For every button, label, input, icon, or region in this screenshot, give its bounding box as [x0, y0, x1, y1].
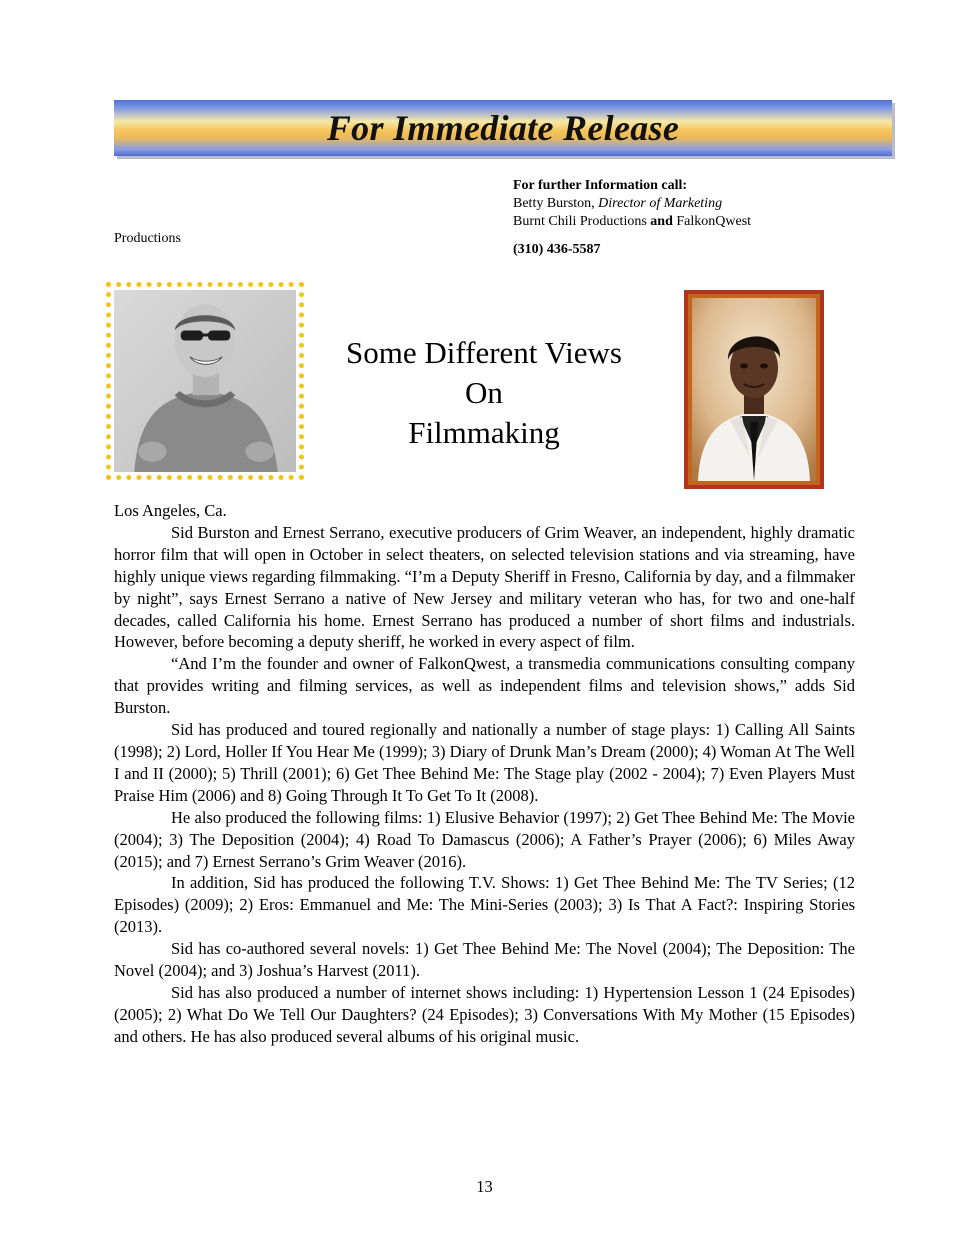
contact-person: [513, 195, 751, 213]
headline-line-1: Some Different Views: [346, 335, 622, 370]
dateline: Los Angeles, Ca.: [114, 501, 227, 520]
article-paragraph: In addition, Sid has produced the following T.V. Shows: 1) Get Thee Behind Me: The TV Series; (12 Episodes) (2009); 2) Eros: Emmanuel and Me: The Mini-Series (2003); 3) Is That A Fact?: Inspiring Stories (2013).: [114, 873, 855, 937]
contact-phone: (310) 436-5587: [513, 242, 601, 257]
company-a: Burnt Chili Productions: [513, 214, 651, 229]
portrait-bw-image: [114, 290, 296, 472]
banner-title: For Immediate Release: [326, 108, 680, 148]
productions-label: Productions: [114, 231, 181, 246]
portrait-color-image: [692, 298, 816, 481]
company-b: FalkonQwest: [672, 214, 752, 229]
contact-block: [513, 177, 751, 259]
article-paragraph: Sid has co-authored several novels: 1) Get Thee Behind Me: The Novel (2004); The Deposition: The Novel (2004); and 3) Joshua’s Harvest (2011).: [114, 939, 855, 981]
contact-person-name: Betty Burston,: [513, 196, 599, 211]
page-number: 13: [476, 1177, 493, 1196]
contact-person-title: Director of Marketing: [598, 196, 723, 211]
contact-heading: For further Information call:: [513, 178, 688, 193]
article-paragraph: Sid has produced and toured regionally and nationally a number of stage plays: 1) Calling All Saints (1998); 2) Lord, Holler If You Hear Me (1999); 3) Diary of Drunk Man’s Dream (2000); 4) Woman At The Well I and II (2000); 5) Thrill (2001); 6) Get Thee Behind Me: The Stage play (2002 - 2004); 7) Even Players Must Praise Him (2006) and 8) Going Through It To Get To It (2008).: [114, 720, 855, 805]
headline-line-3: Filmmaking: [408, 415, 560, 450]
headline-line-2: On: [465, 375, 503, 410]
company-conjunction: and: [650, 214, 673, 229]
article-paragraph: “And I’m the founder and owner of FalkonQwest, a transmedia communications consulting company that provides writing and filming services, as well as independent films and television shows,” adds Sid Burston.: [114, 654, 855, 718]
release-banner: [114, 100, 892, 156]
article-paragraph: Sid Burston and Ernest Serrano, executive producers of Grim Weaver, an independent, highly dramatic horror film that will open in October in select theaters, on selected television stations and via streaming, have highly unique views regarding filmmaking. “I’m a Deputy Sheriff in Fresno, California by day, and a filmmaker by night”, says Ernest Serrano a native of New Jersey and military veteran who has, for two and one-half decades, called California his home. Ernest Serrano has produced a number of short films and industrials. However, before becoming a deputy sheriff, he worked in every aspect of film.: [114, 522, 855, 652]
article-paragraph: Sid has also produced a number of internet shows including: 1) Hypertension Lesson 1 (24 Episodes) (2005); 2) What Do We Tell Our Daughters? (24 Episodes); 3) Conversations With My Mother (15 Episodes) and others. He has also produced several albums of his original music.: [114, 982, 855, 1046]
article-paragraph: He also produced the following films: 1) Elusive Behavior (1997); 2) Get Thee Behind Me: The Movie (2004); 3) The Deposition (2004); 4) Road To Damascus (2006); A Father’s Prayer (2006); 6) Miles Away (2015); and 7) Ernest Serrano’s Grim Weaver (2016).: [114, 807, 855, 871]
photo-sid-burston: [106, 282, 304, 480]
article-body: [114, 500, 855, 1048]
photo-ernest-serrano: [684, 290, 824, 489]
contact-companies: [513, 213, 751, 231]
headline: [314, 333, 654, 453]
